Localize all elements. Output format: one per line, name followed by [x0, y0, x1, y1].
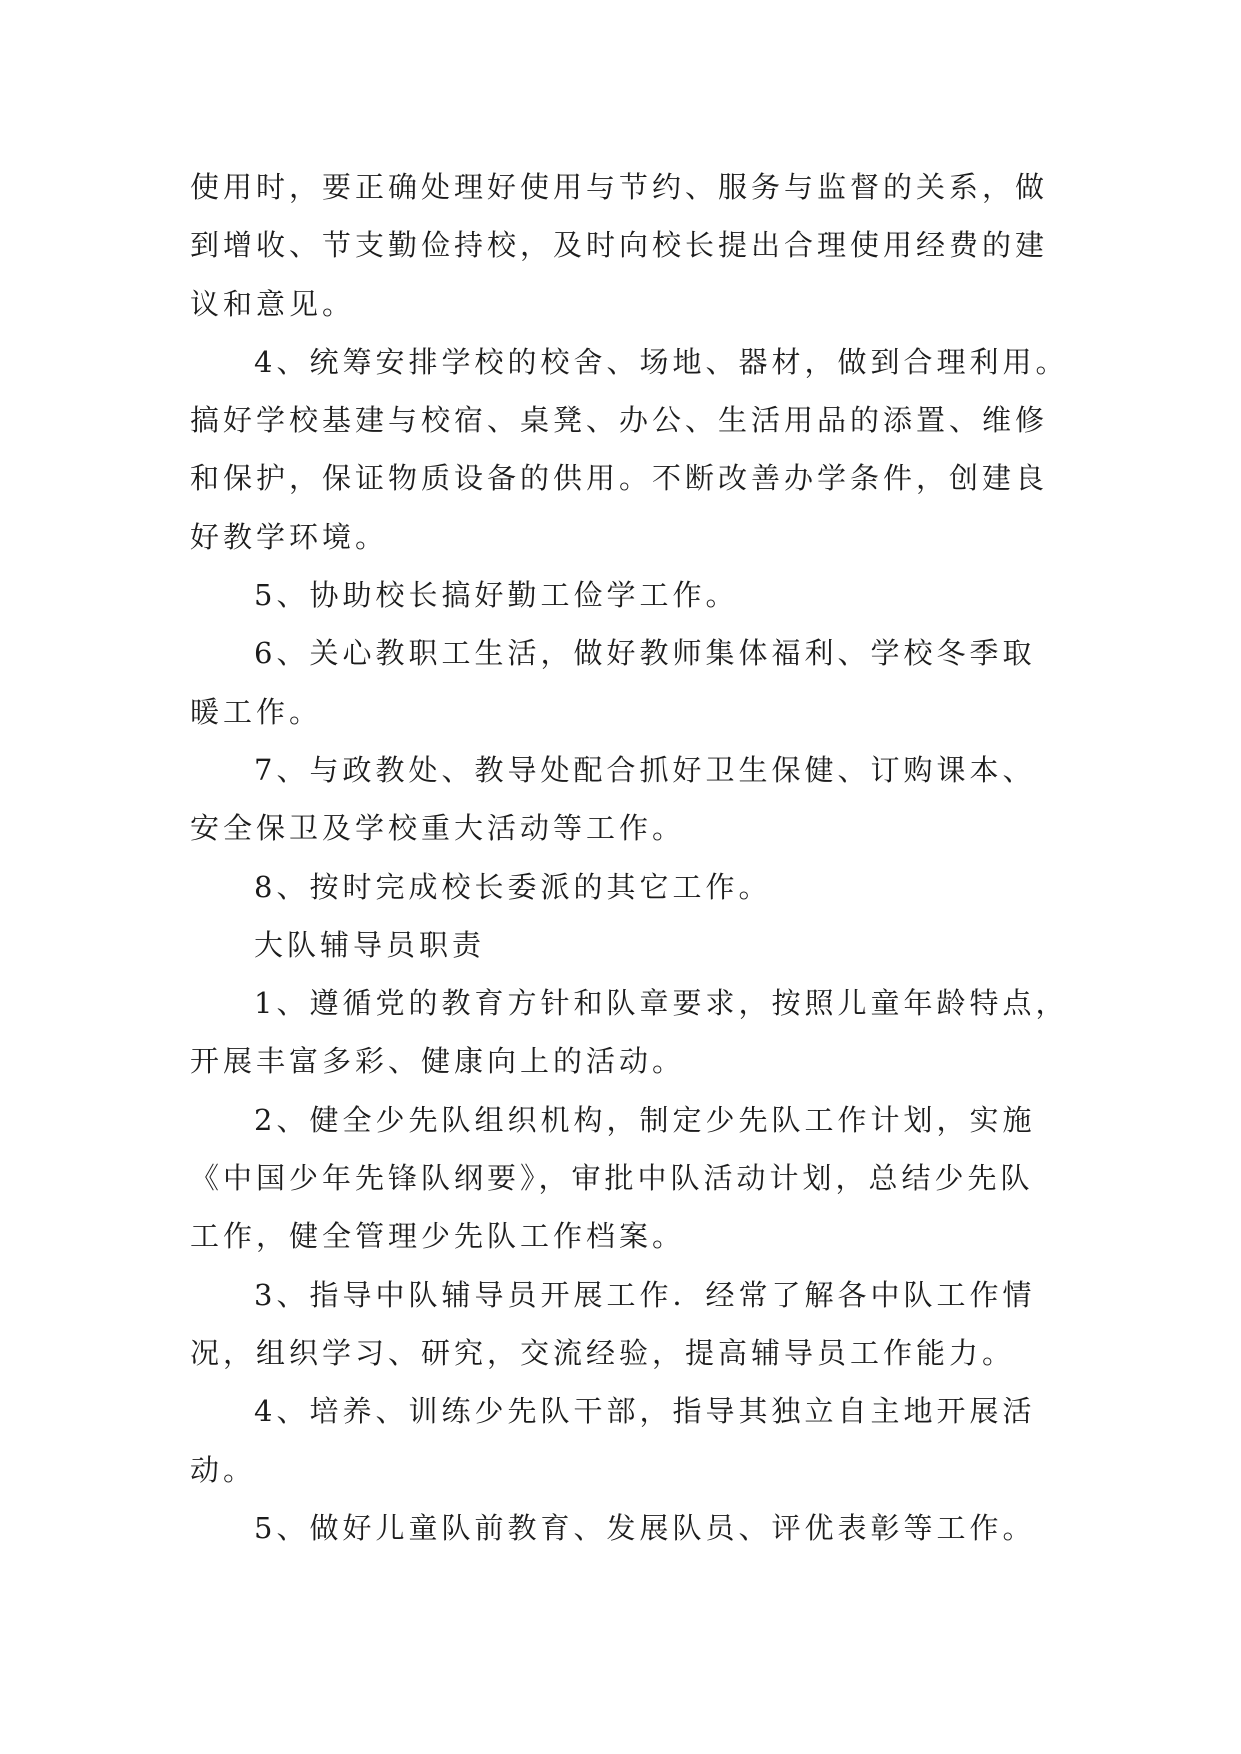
paragraph-item-4 — [190, 333, 1090, 566]
section-heading: 大队辅导员职责 — [254, 927, 486, 962]
text-line: 8、按时完成校长委派的其它工作。 — [254, 869, 772, 904]
text-line: 开展丰富多彩、健康向上的活动。 — [190, 1044, 686, 1079]
text-line: 6、关心教职工生活，做好教师集体福利、学校冬季取 — [254, 636, 1036, 671]
paragraph-item-7 — [190, 741, 1090, 858]
section-paragraph-item-2 — [190, 1091, 1090, 1266]
text-line: 使用时，要正确处理好使用与节约、服务与监督的关系，做 — [190, 170, 1049, 204]
text-line: 1、遵循党的教育方针和队章要求，按照儿童年龄特点， — [254, 986, 1069, 1021]
section-paragraph-item-1 — [190, 974, 1090, 1091]
text-line: 3、指导中队辅导员开展工作．经常了解各中队工作情 — [254, 1277, 1036, 1312]
text-line: 7、与政教处、教导处配合抓好卫生保健、订购课本、 — [254, 752, 1036, 787]
text-line: 4、统筹安排学校的校舍、场地、器材，做到合理利用。 — [254, 344, 1069, 379]
section-paragraph-item-5 — [190, 1499, 1090, 1557]
section-paragraph-item-4 — [190, 1382, 1090, 1499]
paragraph-item-8 — [190, 858, 1090, 916]
text-line: 议和意见。 — [190, 286, 356, 321]
text-line: 暖工作。 — [190, 694, 323, 729]
text-line: 搞好学校基建与校宿、桌凳、办公、生活用品的添置、维修 — [190, 403, 1049, 438]
paragraph-item-5 — [190, 566, 1090, 624]
text-line: 工作，健全管理少先队工作档案。 — [190, 1219, 686, 1254]
text-line: 4、培养、训练少先队干部，指导其独立自主地开展活 — [254, 1394, 1036, 1429]
document-body — [190, 158, 1090, 1557]
text-line: 2、健全少先队组织机构，制定少先队工作计划，实施 — [254, 1102, 1036, 1137]
text-line: 况，组织学习、研究，交流经验，提高辅导员工作能力。 — [190, 1335, 1016, 1370]
text-line: 好教学环境。 — [190, 519, 389, 554]
text-line: 5、做好儿童队前教育、发展队员、评优表彰等工作。 — [254, 1510, 1036, 1545]
text-line: 到增收、节支勤俭持校，及时向校长提出合理使用经费的建 — [190, 228, 1049, 263]
text-line: 安全保卫及学校重大活动等工作。 — [190, 811, 686, 846]
paragraph-item-6 — [190, 624, 1090, 741]
text-line: 5、协助校长搞好勤工俭学工作。 — [254, 578, 739, 613]
text-line: 和保护，保证物质设备的供用。不断改善办学条件，创建良 — [190, 461, 1049, 496]
section-paragraph-item-3 — [190, 1266, 1090, 1383]
paragraph-continued — [190, 158, 1090, 333]
text-line: 《中国少年先锋队纲要》，审批中队活动计划，总结少先队 — [190, 1161, 1034, 1196]
text-line: 动。 — [190, 1452, 257, 1487]
